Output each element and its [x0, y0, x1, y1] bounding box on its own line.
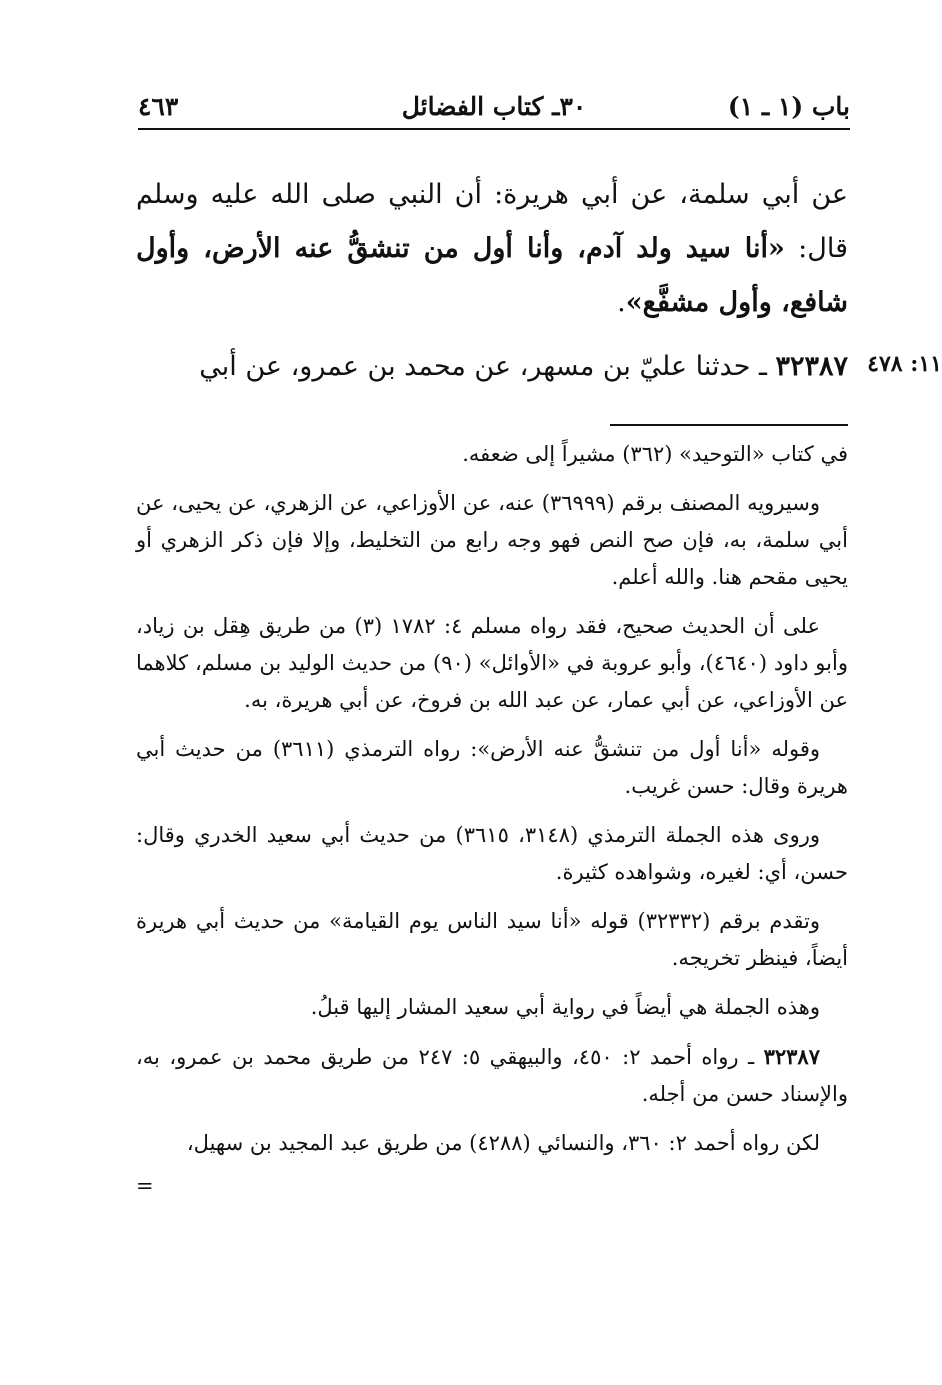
chapter-reference: باب (١ ـ ١)	[727, 92, 850, 121]
hadith-text	[136, 168, 848, 330]
book-title: ٣٠ـ كتاب الفضائل	[401, 92, 587, 121]
footnote-paragraph: في كتاب «التوحيد» (٣٦٢) مشيراً إلى ضعفه.	[462, 442, 848, 466]
footnote-separator	[610, 424, 848, 426]
continuation-mark: =	[136, 1174, 154, 1198]
footnote-number: ٣٢٣٨٧	[763, 1044, 820, 1069]
footnote-paragraph: لكن رواه أحمد ٢: ٣٦٠، والنسائي (٤٢٨٨) من طريق عبد المجيد بن سهيل،	[186, 1131, 820, 1155]
page-number: ٤٦٣	[138, 92, 179, 121]
footnote-paragraph: وروى هذه الجملة الترمذي (٣١٤٨، ٣٦١٥) من حديث أبي سعيد الخدري وقال: حسن، أي: لغيره، وشواهده كثيرة.	[136, 823, 848, 884]
footnote-paragraph: وتقدم برقم (٣٢٣٣٢) قوله «أنا سيد الناس يوم القيامة» من حديث أبي هريرة أيضاً، فينظر تخريجه.	[136, 909, 848, 970]
hadith-chain-start: ـ حدثنا عليّ بن مسهر، عن محمد بن عمرو، عن أبي	[199, 351, 776, 382]
margin-reference: ١١: ٤٧٨	[867, 351, 942, 377]
footnote-paragraph: وقوله «أنا أول من تنشقُّ عنه الأرض»: رواه الترمذي (٣٦١١) من حديث أبي هريرة وقال: حسن غريب.	[136, 737, 848, 798]
hadith-quote: «أنا سيد ولد آدم، وأنا أول من تنشقُّ عنه الأرض، وأول شافع، وأول مشفَّع»	[136, 233, 848, 318]
running-header	[138, 88, 850, 130]
footnote-paragraph: وسيرويه المصنف برقم (٣٦٩٩٩) عنه، عن الأوزاعي، عن الزهري، عن يحيى، عن أبي سلمة، به، فإن صح النص فهو وجه رابع من التخليط، وإلا فإن ذكر الزهري أو يحيى مقحم هنا. والله أعلم.	[136, 491, 848, 589]
footnote-text: ـ رواه أحمد ٢: ٤٥٠، والبيهقي ٥: ٢٤٧ من طريق محمد بن عمرو، به، والإسناد حسن من أجله.	[136, 1045, 848, 1106]
hadith-end: .	[617, 287, 626, 318]
footnote-paragraph: على أن الحديث صحيح، فقد رواه مسلم ٤: ١٧٨٢ (٣) من طريق هِقل بن زياد، وأبو داود (٤٦٤٠)، وأبو عروبة في «الأوائل» (٩٠) من حديث الوليد بن مسلم، كلاهما عن الأوزاعي، عن أبي عمار، عن عبد الله بن فروخ، عن أبي هريرة، به.	[136, 614, 848, 712]
footnotes	[136, 436, 848, 1198]
footnote-paragraph: وهذه الجملة هي أيضاً في رواية أبي سعيد المشار إليها قبلُ.	[310, 995, 820, 1019]
hadith-chain: عن أبي سلمة، عن أبي هريرة: أن النبي صلى الله عليه وسلم قال:	[136, 179, 848, 264]
hadith-entry	[136, 345, 848, 389]
footnote-paragraph	[136, 1038, 848, 1113]
hadith-number: ٣٢٣٨٧	[775, 351, 848, 382]
